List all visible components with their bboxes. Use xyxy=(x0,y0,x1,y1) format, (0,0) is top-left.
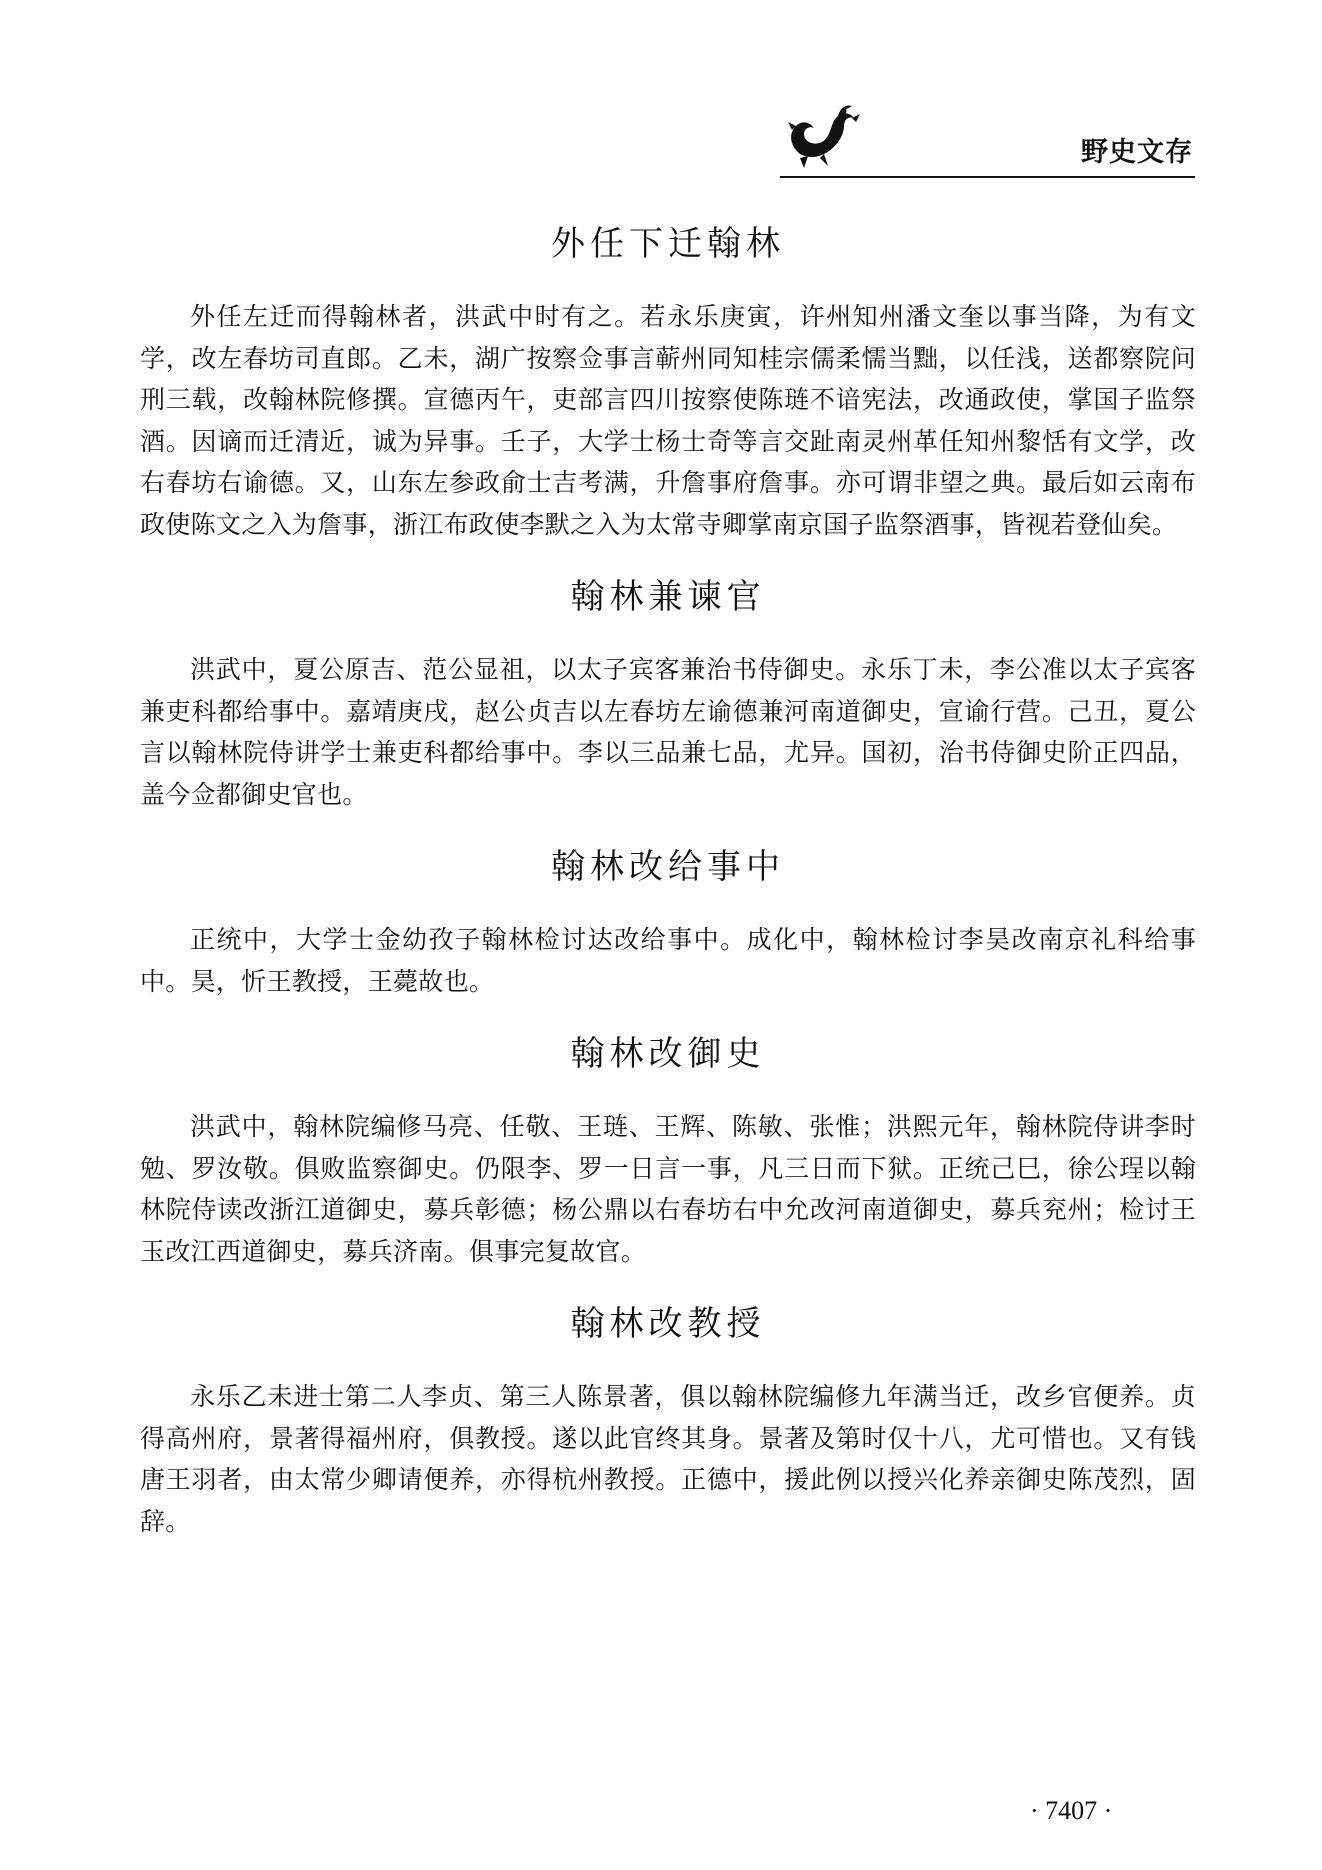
section-title: 外任下迁翰林 xyxy=(551,224,785,264)
header-rule xyxy=(780,176,1195,178)
section-body: 洪武中，夏公原吉、范公显祖，以太子宾客兼治书侍御史。永乐丁未，李公准以太子宾客兼吏科都给事中。嘉靖庚戌，赵公贞吉以左春坊左谕德兼河南道御史，宣谕行营。己丑，夏公言以翰林院侍讲学士兼吏科都给事中。李以三品兼七品，尤异。国初，治书侍御史阶正四品，盖今佥都御史官也。 xyxy=(140,655,1196,809)
section-waiRen xyxy=(140,222,1196,545)
dragon-icon xyxy=(780,96,864,172)
section-yuShi xyxy=(140,1032,1196,1272)
section-title: 翰林改御史 xyxy=(570,1034,766,1074)
section-body: 永乐乙未进士第二人李贞、第三人陈景著，俱以翰林院编修九年满当迁，改乡官便养。贞得高州府，景著得福州府，俱教授。遂以此官终其身。景著及第时仅十八，尤可惜也。又有钱唐王羽者，由太常少卿请便养，亦得杭州教授。正德中，援此例以授兴化养亲御史陈茂烈，固辞。 xyxy=(140,1382,1196,1536)
page-header xyxy=(780,96,1195,186)
section-body: 正统中，大学士金幼孜子翰林检讨达改给事中。成化中，翰林检讨李昊改南京礼科给事中。昊，忻王教授，王薨故也。 xyxy=(140,925,1196,996)
section-jianJian xyxy=(140,575,1196,815)
section-body: 洪武中，翰林院编修马亮、任敬、王琏、王辉、陈敏、张惟；洪熙元年，翰林院侍讲李时勉、罗汝敬。俱败监察御史。仍限李、罗一日言一事，凡三日而下狱。正统己巳，徐公珵以翰林院侍读改浙江道御史，募兵彰德；杨公鼎以右春坊右中允改河南道御史，募兵兖州；检讨王玉改江西道御史，募兵济南。俱事完复故官。 xyxy=(140,1112,1196,1266)
section-body: 外任左迁而得翰林者，洪武中时有之。若永乐庚寅，许州知州潘文奎以事当降，为有文学，改左春坊司直郎。乙未，湖广按察佥事言蕲州同知桂宗儒柔懦当黜，以任浅，送都察院问刑三载，改翰林院修撰。宣德丙午，吏部言四川按察使陈琏不谙宪法，改通政使，掌国子监祭酒。因谪而迁清近，诚为异事。壬子，大学士杨士奇等言交趾南灵州革任知州黎恬有文学，改右春坊右谕德。又，山东左参政俞士吉考满，升詹事府詹事。亦可谓非望之典。最后如云南布政使陈文之入为詹事，浙江布政使李默之入为太常寺卿掌南京国子监祭酒事，皆视若登仙矣。 xyxy=(140,302,1196,539)
page-number: · 7407 · xyxy=(1030,1796,1113,1825)
section-geiShiZhong xyxy=(140,845,1196,1002)
header-title: 野史文存 xyxy=(1081,137,1193,168)
section-jiaoShou xyxy=(140,1302,1196,1542)
page-content xyxy=(140,222,1196,1572)
section-title: 翰林兼谏官 xyxy=(570,577,766,617)
section-title: 翰林改给事中 xyxy=(551,847,785,887)
section-title: 翰林改教授 xyxy=(570,1304,766,1344)
